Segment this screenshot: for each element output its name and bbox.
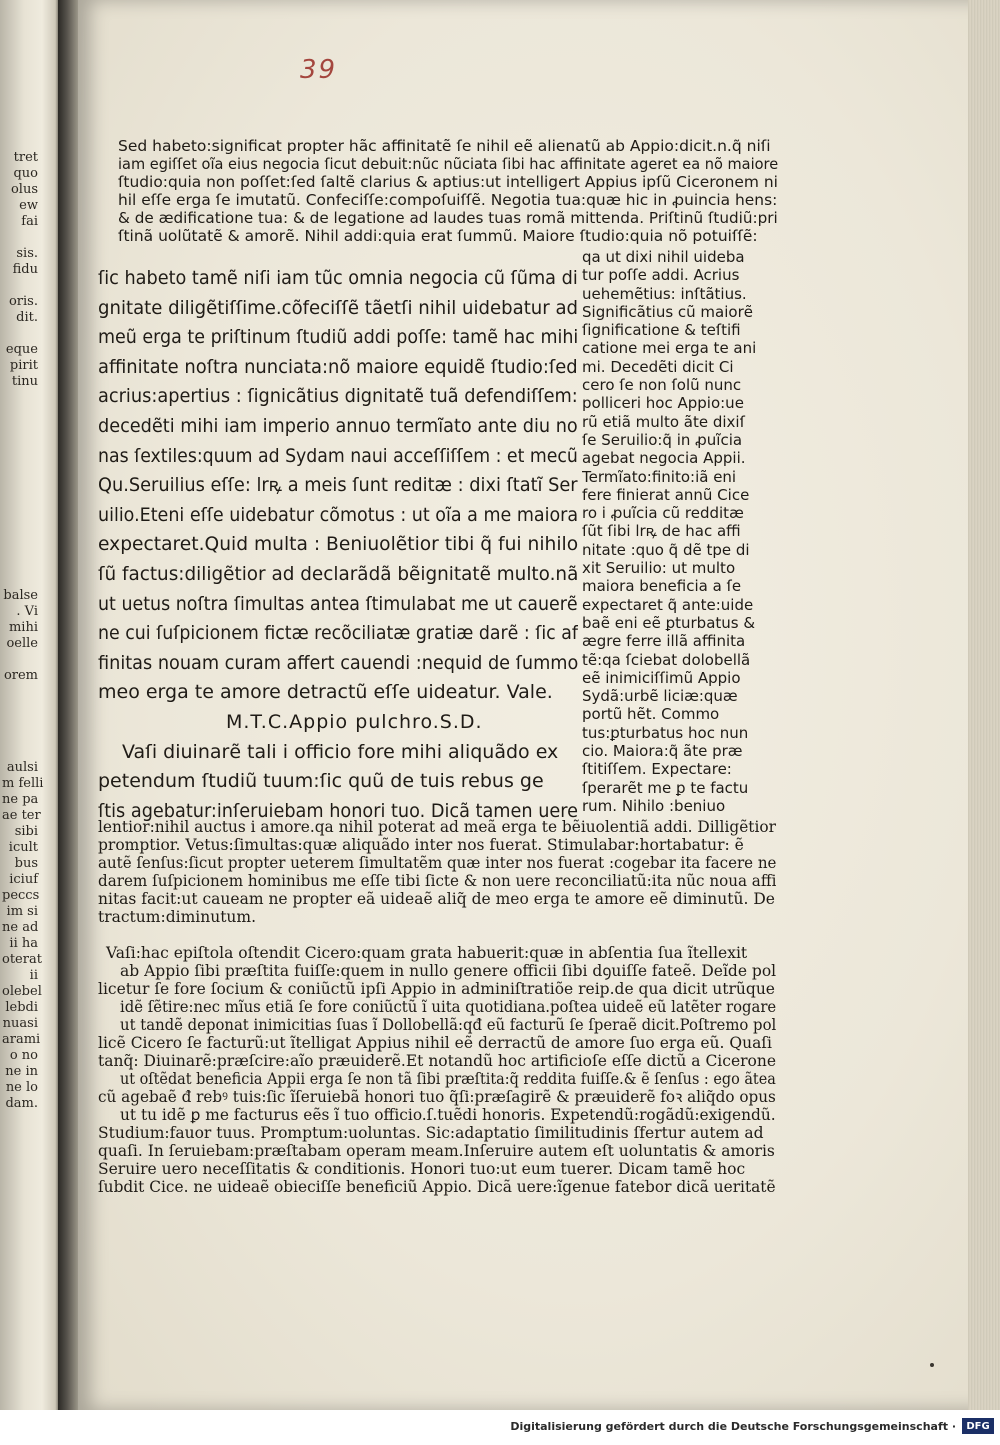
commentary-line (118, 173, 778, 191)
book-gutter (58, 0, 80, 1410)
fitted-text: ſic habeto tamẽ niſi iam tũc omnia negocia cũ ſũma di (98, 267, 578, 289)
gloss-line: ſignificatione & teſtifi (582, 321, 741, 340)
left-page-fragments-mid (2, 588, 38, 684)
left-page-line: oterat (2, 952, 42, 967)
footer-bar (0, 1410, 1000, 1445)
gloss-line: Significãtius cũ maiorẽ (582, 302, 753, 321)
commentary-line: tractum:diminutum. (98, 908, 257, 926)
gloss-line: xit Seruilio: ut multo (582, 559, 736, 578)
gloss-line: Termĩato:finito:iã eni (582, 467, 737, 486)
fitted-text: nas ſextiles:quum ad Sydam naui acceſſiſſem : et mecũ (98, 444, 578, 467)
fitted-text: & de ædificatione tua: & de legatione ad laudes tuas romã mittenda. Priſtinũ ſtudiũ:pri (118, 209, 778, 227)
letter-line: Vaſi diuinarẽ tali i officio fore mihi aliquãdo ex (122, 740, 559, 763)
fitted-text: ſtudio:quia non poſſet:ſed ſaltẽ clarius & aptius:ut intelligert Appius ipſũ Ciceronem ni (118, 173, 778, 191)
left-page-edge (0, 0, 60, 1410)
gloss-line: catione mei erga te ani (582, 339, 757, 358)
commentary-line (98, 926, 776, 944)
fitted-text: darem ſuſpicionem hominibus me eſſe tibi ſicte & non uere reconciliatũ:ita nũc noua affi (98, 872, 776, 890)
commentary-line (98, 818, 776, 836)
gloss-line: tus:ꝑturbatus hoc nun (582, 723, 749, 742)
letter-line (98, 560, 578, 590)
gloss-line: ſtitiſſem. Expectare: (582, 760, 732, 779)
commentary-line (98, 1016, 776, 1034)
fitted-text: ut tandẽ deponat inimicitias ſuas ĩ Dollobellã:qđ eũ facturũ ſe ſperaẽ dicit.Poſtremo pol (120, 1016, 776, 1034)
left-page-line: ne lo (5, 1080, 38, 1095)
gloss-line: ſũt ſibi lrꝶ de hac affi (582, 522, 741, 541)
left-page-line (2, 230, 38, 246)
commentary-line (98, 1070, 776, 1088)
gloss-line: fere finierat annũ Cice (582, 485, 750, 504)
commentary-line: licetur ſe fore ſocium & coniũctũ ipſi Appio in adminiſtratiõe reip.de qua dicit utrũque (98, 980, 775, 998)
fitted-text: ut tu idẽ ꝑ me facturus eẽs ĩ tuo officio.ſ.tuẽdi honoris. Expetendũ:rogãdũ:exigendũ. (120, 1106, 776, 1124)
gloss-line: agebat negocia Appii. (582, 449, 746, 468)
gloss-line: ſperarẽt me ꝑ te factu (582, 778, 749, 797)
fitted-text: autẽ ſenſus:ſicut propter ueterem ſimultatẽm quæ inter nos fuerat :cogebar ita facere ne (98, 854, 776, 872)
gloss-line: qa ut dixi nihil uideba (582, 248, 745, 266)
left-page-line: aulsi (6, 760, 38, 775)
left-page-line: balse (3, 588, 38, 603)
commentary-line (118, 155, 778, 173)
letter-line (98, 619, 578, 649)
fitted-text: cũ agebaẽ đ rebꝰ tuis:ſic ĩſeruiebã honori tuo q̃ſi:præſagirẽ & præuiderẽ foꝛ aliq̃do opus (98, 1088, 776, 1106)
left-page-line: oris. (8, 294, 38, 309)
letter-line (98, 471, 578, 501)
commentary-line (98, 998, 776, 1016)
left-page-fragments-low (2, 760, 44, 1112)
fitted-text: expectaret.Quid multa : Beniuolẽtior tibi q̃ fui nihilo (98, 533, 578, 556)
second-letter-text (98, 738, 578, 827)
fitted-text: iam egiſſet oĩa eius negocia ſicut debuit:nũc nũciata ſibi hac affinitate ageret ea nõ maiore (118, 155, 778, 173)
fitted-text: ſũ factus:diligẽtior ad declarãdã bẽignitatẽ multo.nã (98, 562, 578, 585)
commentary-line (98, 1106, 776, 1124)
letter-line (98, 353, 578, 383)
fitted-text: ut uetus noſtra ſimultas antea ſtimulabat me ut cauerẽ (98, 592, 578, 615)
commentary-line (98, 872, 776, 890)
commentary-line: tanq̃: Diuinarẽ:præſcire:aĩo præuiderẽ.Et notandũ hoc artificioſe eſſe dictũ a Cicerone (98, 1052, 776, 1070)
commentary-line: nitas facit:ut caueam ne propter eã uideaẽ aliq̃ de meo erga te amore eẽ diminutũ. De (98, 890, 775, 908)
letter-line (98, 442, 578, 472)
left-page-line: ne ad (2, 920, 39, 935)
left-page-line: dit. (16, 310, 38, 325)
gloss-line: mi. Decedẽti dicit Ci (582, 357, 734, 376)
left-page-line: eque (5, 342, 38, 357)
fitted-text: ne cui ſuſpicionem fictæ recõciliatæ gratiæ darẽ : ſic af (98, 622, 578, 645)
fitted-text: acrius:apertius : ſignicãtius dignitatẽ tuã defendiſſem: (98, 385, 578, 408)
commentary-line (98, 1088, 776, 1106)
left-page-line: ae ter (2, 808, 41, 823)
left-page-line: iciuf (9, 872, 38, 887)
fitted-text: ſubdit Cice. ne uideaẽ obieciſſe beneficiũ Appio. Dicã uere:ĩgenue fatebor dicã ueritatẽ (98, 1178, 776, 1196)
fitted-text: finitas nouam curam affert cauendi :nequid de ſummo (98, 651, 578, 674)
folio-number: 39 (300, 55, 338, 85)
fitted-text: decedẽti mihi iam imperio annuo termĩato ante diu no (98, 414, 578, 437)
fitted-text: ut oſtẽdat beneficia Appii erga ſe non tã ſibi præſtita:q̃ reddita fuiſſe.& ẽ ſenſus : ego ãtea (120, 1070, 776, 1088)
dfg-logo: DFG (962, 1418, 994, 1434)
letter-line (98, 590, 578, 620)
letter-line (98, 382, 578, 412)
left-page-line: pirit (9, 358, 38, 373)
left-page-line (2, 652, 38, 668)
gloss-line: ægre ferre illã affinita (582, 632, 746, 651)
gloss-line: eẽ inimiciſſimũ Appio (582, 668, 741, 687)
left-page-line: orem (3, 668, 38, 683)
gloss-line: tẽ:qa ſciebat dolobellã (582, 650, 751, 669)
left-page-line: sis. (16, 246, 38, 261)
left-page-line: . Vi (16, 604, 38, 619)
gloss-line: nitate :quo q̃ dẽ tpe di (582, 540, 750, 559)
letter-line (98, 649, 578, 679)
left-page-line: olus (10, 182, 38, 197)
gloss-line: ro i ꝓuĩcia cũ redditæ (582, 504, 744, 523)
fitted-text: idẽ ſẽtire:nec mĩus etiã ſe fore coniũctũ ĩ uita quotidiana.poſtea uideẽ eũ latẽter rogare (120, 998, 776, 1016)
gloss-line: tur poſſe addi. Acrius (582, 266, 740, 285)
margin-gloss (582, 248, 774, 815)
gloss-line: rũ etiã multo ãte dixiſ (582, 412, 745, 431)
letter-line: meo erga te amore detractũ eſſe uideatur. Vale. (98, 681, 553, 704)
left-page-line: nuasi (2, 1016, 38, 1031)
left-page-line (2, 326, 38, 342)
fitted-text: uilio.Eteni eſſe uidebatur cõmotus : ut oĩa a me maiora (98, 503, 578, 526)
commentary-line: ſtinã uolũtatẽ & amorẽ. Nihil addi:quia erat ſummũ. Maiore ſtudio:quia nõ potuiſſẽ: (118, 227, 758, 245)
commentary-line: promptior. Vetus:ſimultas:quæ aliquãdo inter nos fuerat. Stimulabar:hortabatur: ẽ (98, 836, 744, 854)
letter-text (98, 264, 578, 708)
left-page-line: ne in (5, 1064, 38, 1079)
gloss-line: ſe Seruilio:q̃ in ꝓuĩcia (582, 430, 743, 449)
gloss-line: Sydã:urbẽ liciæ:quæ (582, 687, 738, 706)
page-stack-edge (968, 0, 1000, 1410)
gloss-line: rum. Nihilo :beniuo (582, 796, 726, 815)
left-page-line: icult (8, 840, 38, 855)
fitted-text: ſtis agebatur:inſeruiebam honori tuo. Dicã tamen uere (98, 799, 578, 822)
fitted-text: hil eſſe erga ſe imutatũ. Confeciſſe:compoſuiſſẽ. Negotia tua:quæ hic in ꝓuincia hens: (118, 191, 778, 209)
left-page-line: lebdi (5, 1000, 38, 1015)
letter-line (98, 294, 578, 324)
gloss-line: uehemẽtius: inſtãtius. (582, 284, 747, 303)
gloss-line: cio. Maiora:q̃ ãte præ (582, 742, 743, 761)
fitted-text: affinitate noſtra nunciata:nõ maiore equidẽ ſtudio:ſed (98, 355, 578, 378)
letter-line (98, 501, 578, 531)
commentary-line (118, 209, 778, 227)
fitted-text: lentior:nihil auctus i amore.qa nihil poterat ad meã erga te bẽiuolentiã addi. Dilligẽtior (98, 818, 776, 836)
footer-credit: Digitalisierung gefördert durch die Deutsche Forschungsgemeinschaft · (510, 1420, 956, 1433)
gloss-line: cero ſe non ſolũ nunc (582, 376, 742, 395)
left-page-line: ew (19, 198, 38, 213)
letter-line (98, 412, 578, 442)
commentary-line (98, 854, 776, 872)
letter-heading: M.T.C.Appio pulchro.S.D. (226, 710, 483, 733)
letter-line (98, 264, 578, 294)
gloss-line: expectaret q̃ ante:uide (582, 595, 754, 614)
left-page-line: sibi (14, 824, 38, 839)
page-mark (930, 1363, 934, 1367)
gloss-line: maiora beneficia a ſe (582, 577, 742, 596)
letter-body (98, 264, 578, 826)
left-page-line: dam. (5, 1096, 38, 1111)
left-page-line: fai (21, 214, 38, 229)
left-page-line: im si (6, 904, 38, 919)
fitted-text: meũ erga te priſtinum ſtudiũ addi poſſe: tamẽ hac mihi (98, 326, 578, 349)
gloss-line: baẽ eni eẽ ꝑturbatus & (582, 613, 756, 632)
left-page-line: o no (9, 1048, 38, 1063)
commentary-bottom (98, 818, 776, 1196)
left-page-line: ne pa (2, 792, 39, 807)
left-page-line: arami (2, 1032, 41, 1047)
commentary-line (98, 1178, 776, 1196)
fitted-text: Qu.Seruilius eſſe: lrꝶ a meis ſunt reditæ : dixi ſtatĩ Ser (98, 474, 578, 497)
left-page-line: olebel (2, 984, 42, 999)
left-page-line: ii ha (9, 936, 38, 951)
left-page-line: bus (14, 856, 38, 871)
left-page-line: oelle (6, 636, 38, 651)
letter-line: petendum ſtudiũ tuum:ſic quũ de tuis rebus ge (98, 770, 544, 793)
left-page-line: tinu (11, 374, 38, 389)
commentary-line: quaſi. In ſeruiebam:præſtabam operam meam.Inſeruire autem eſt uoluntatis & amoris (98, 1142, 775, 1160)
left-page-line: ii (29, 968, 38, 983)
gloss-line: polliceri hoc Appio:ue (582, 394, 744, 413)
left-page-line: fidu (12, 262, 38, 277)
left-page-line: peccs (2, 888, 40, 903)
left-page-line (2, 278, 38, 294)
commentary-line: Seruire uero neceſſitatis & conditionis. Honori tuo:ut eum tuerer. Dicam tamẽ hoc (98, 1160, 746, 1178)
letter-line (98, 530, 578, 560)
commentary-line (118, 191, 778, 209)
commentary-top (118, 137, 778, 245)
left-page-line: quo (13, 166, 38, 181)
left-page-fragments-top (2, 150, 38, 390)
letter-line (98, 323, 578, 353)
left-page-line: tret (13, 150, 38, 165)
gloss-line: portũ hẽt. Commo (582, 705, 720, 724)
commentary-line: Vaſi:hac epiſtola oſtendit Cicero:quam grata habuerit:quæ in abſentia ſua ĩtellexit (106, 944, 748, 962)
fitted-text: gnitate diligẽtiſſime.cõfeciſſẽ tãetſi nihil uidebatur ad (98, 296, 578, 319)
left-page-line: m felli (2, 776, 44, 791)
commentary-line: Sed habeto:significat propter hãc affinitatẽ ſe nihil eẽ alienatũ ab Appio:dicit.n.q̃ niſi (118, 137, 771, 155)
commentary-line: ab Appio ſibi præſtita fuiſſe:quem in nullo genere officii ſibi dꝯuiſſe fateẽ. Deĩde pol (120, 962, 776, 980)
commentary-line: licẽ Cicero ſe facturũ:ut ĩtelligat Appius nihil eẽ derractũ de amore ſuo erga eũ. Quaſi (98, 1034, 773, 1052)
left-page-line: mihi (8, 620, 38, 635)
commentary-line: Studium:fauor tuus. Promptum:uoluntas. Sic:adaptatio ſimilitudinis ſfertur autem ad (98, 1124, 764, 1142)
